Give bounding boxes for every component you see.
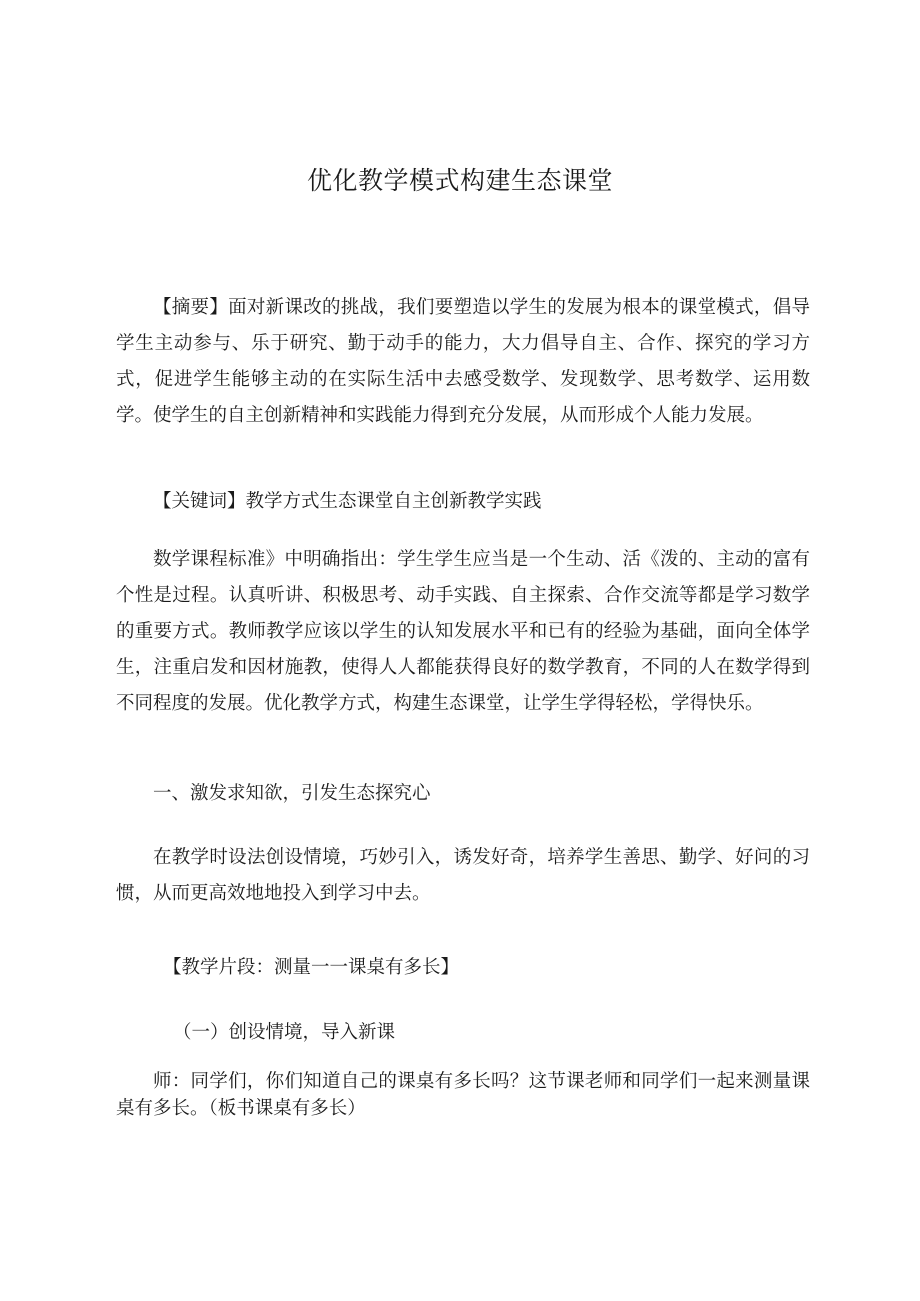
keywords-label: 【关键词】 bbox=[153, 491, 246, 512]
abstract-paragraph bbox=[116, 290, 810, 434]
keywords-text: 教学方式生态课堂自主创新教学实践 bbox=[245, 491, 542, 512]
section-1-body: 在教学时设法创设情境，巧妙引入，诱发好奇，培养学生善思、勤学、好问的习惯，从而更高效地地投入到学习中去。 bbox=[116, 847, 810, 904]
subsection-heading-1: （一）创设情境，导入新课 bbox=[173, 1022, 396, 1043]
standard-paragraph: 数学课程标准》中明确指出：学生学生应当是一个生动、活《泼的、主动的富有个性是过程。认真听讲、积极思考、动手实践、自主探索、合作交流等都是学习数学的重要方式。教师教学应该以学生的认知发展水平和已有的经验为基础，面向全体学生，注重启发和因材施教，使得人人都能获得良好的数学教育，不同的人在数学得到不同程度的发展。优化教学方式，构建生态课堂，让学生学得轻松，学得快乐。 bbox=[116, 549, 810, 714]
teaching-fragment-heading: 【教学片段：测量一一课桌有多长】 bbox=[163, 957, 460, 978]
teacher-dialogue: 师：同学们，你们知道自己的课桌有多长吗？这节课老师和同学们一起来测量课桌有多长。（板书课桌有多长） bbox=[116, 1071, 810, 1119]
abstract-text: 面对新课改的挑战，我们要塑造以学生的发展为根本的课堂模式，倡导学生主动参与、乐于研究、勤于动手的能力，大力倡导自主、合作、探究的学习方式，促进学生能够主动的在实际生活中去感受数学、发现数学、思考数学、运用数学。使学生的自主创新精神和实践能力得到充分发展，从而形成个人能力发展。 bbox=[116, 297, 810, 426]
keywords-paragraph bbox=[116, 484, 810, 520]
section-heading-1: 一、激发求知欲，引发生态探究心 bbox=[153, 783, 431, 804]
document-title: 优化教学模式构建生态课堂 bbox=[306, 166, 613, 195]
abstract-label: 【摘要】 bbox=[153, 297, 229, 318]
